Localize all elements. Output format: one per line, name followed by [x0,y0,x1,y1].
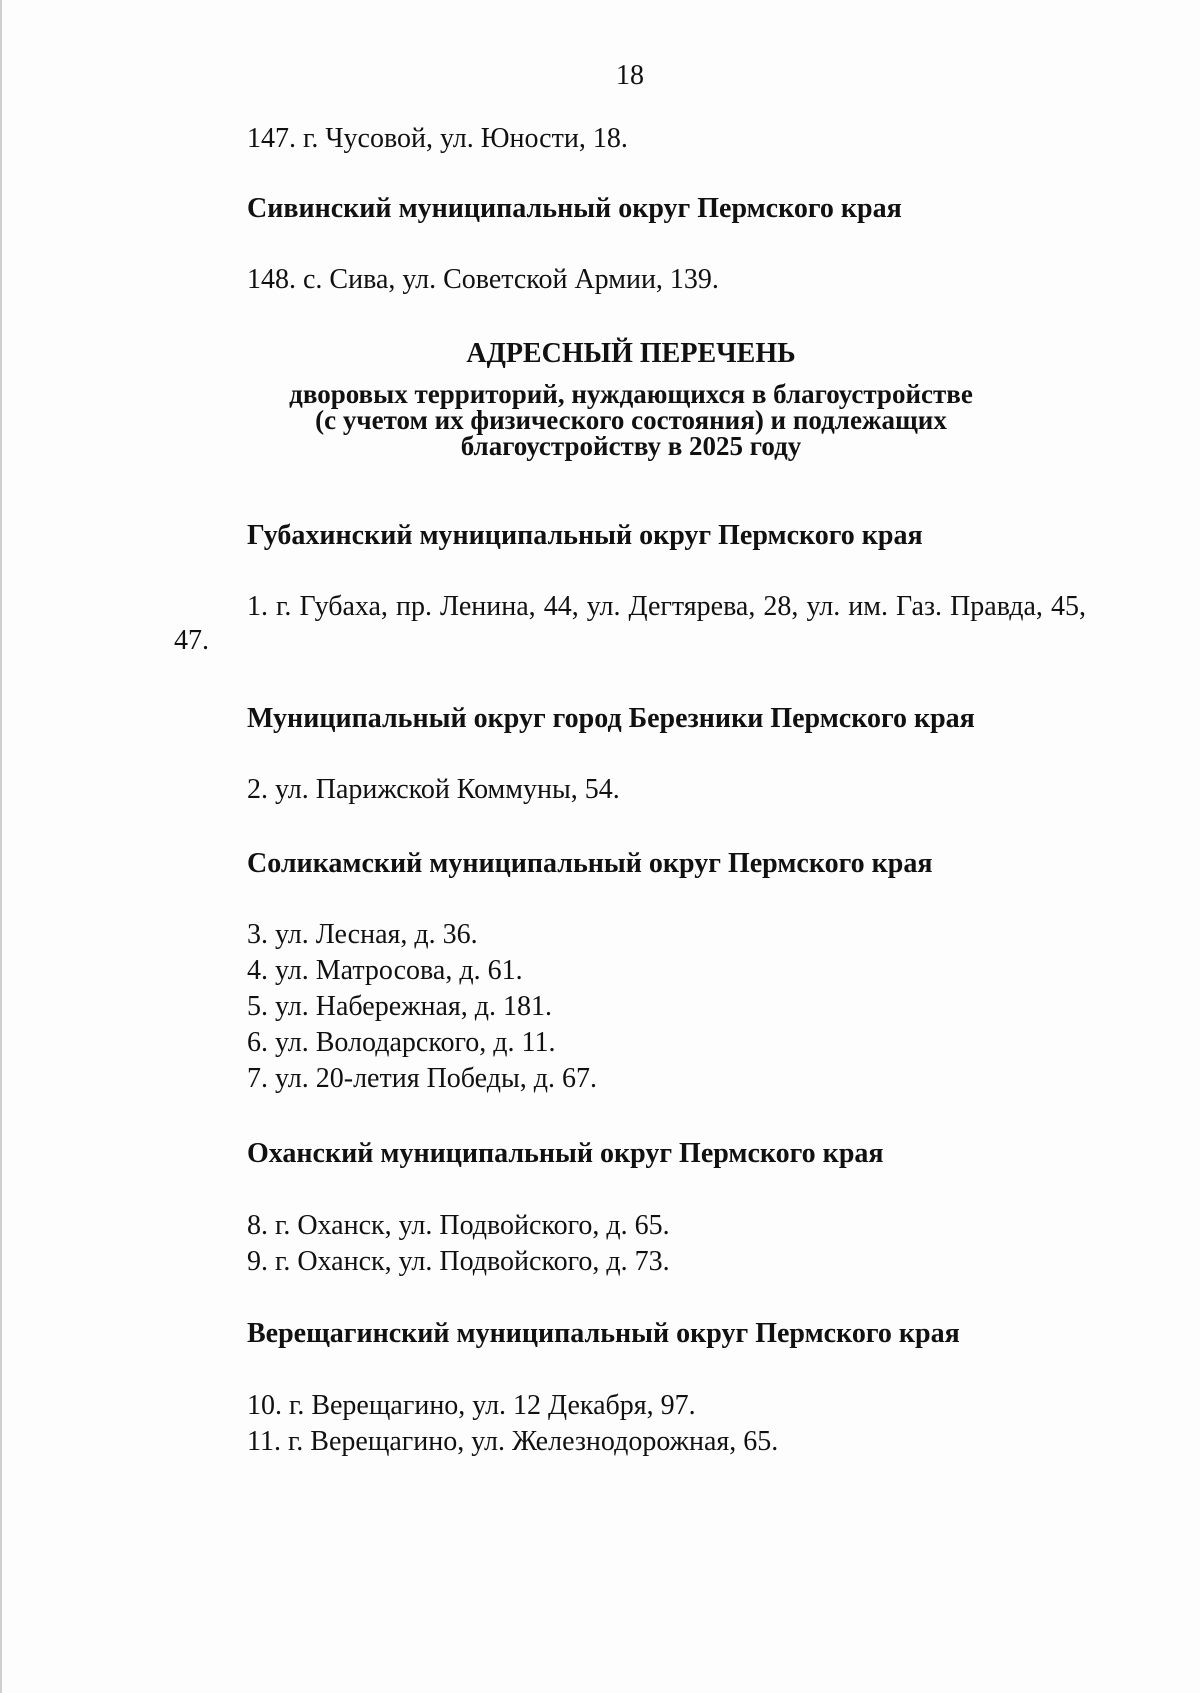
subtitle-line-1: дворовых территорий, нуждающихся в благоустройстве [289,379,973,409]
list-item-11: 11. г. Верещагино, ул. Железнодорожная, 65. [247,1426,779,1457]
list-item-147: 147. г. Чусовой, ул. Юности, 18. [247,123,628,154]
document-title: АДРЕСНЫЙ ПЕРЕЧЕНЬ [466,338,796,369]
list-item-2: 2. ул. Парижской Коммуны, 54. [247,774,620,805]
section-heading-berezniki: Муниципальный округ город Березники Пермского края [247,703,975,734]
list-item-4: 4. ул. Матросова, д. 61. [247,955,523,986]
list-item-6: 6. ул. Володарского, д. 11. [247,1027,556,1058]
section-heading-okhansk: Оханский муниципальный округ Пермского края [247,1138,884,1169]
document-subtitle [0,381,1200,459]
section-heading-gubakha: Губахинский муниципальный округ Пермского края [247,520,923,551]
list-item-1: 1. г. Губаха, пр. Ленина, 44, ул. Дегтярева, 28, ул. им. Газ. Правда, 45, 47. [174,591,1086,656]
list-item-148: 148. с. Сива, ул. Советской Армии, 139. [247,264,719,295]
list-item-5: 5. ул. Набережная, д. 181. [247,991,553,1022]
list-item-8: 8. г. Оханск, ул. Подвойского, д. 65. [247,1210,670,1241]
page-number: 18 [616,60,644,91]
list-item-9: 9. г. Оханск, ул. Подвойского, д. 73. [247,1246,670,1277]
section-heading-solikamsk: Соликамский муниципальный округ Пермского края [247,848,933,879]
list-item-7: 7. ул. 20-летия Победы, д. 67. [247,1063,598,1094]
list-item-3: 3. ул. Лесная, д. 36. [247,919,478,950]
list-item-10: 10. г. Верещагино, ул. 12 Декабря, 97. [247,1390,696,1421]
subtitle-line-2: (с учетом их физического состояния) и подлежащих [315,405,947,435]
subtitle-line-3: благоустройству в 2025 году [460,431,802,461]
section-heading-vereshchagino: Верещагинский муниципальный округ Пермского края [247,1318,960,1349]
page-edge [0,0,2,1693]
section-heading-siva: Сивинский муниципальный округ Пермского края [247,193,902,224]
